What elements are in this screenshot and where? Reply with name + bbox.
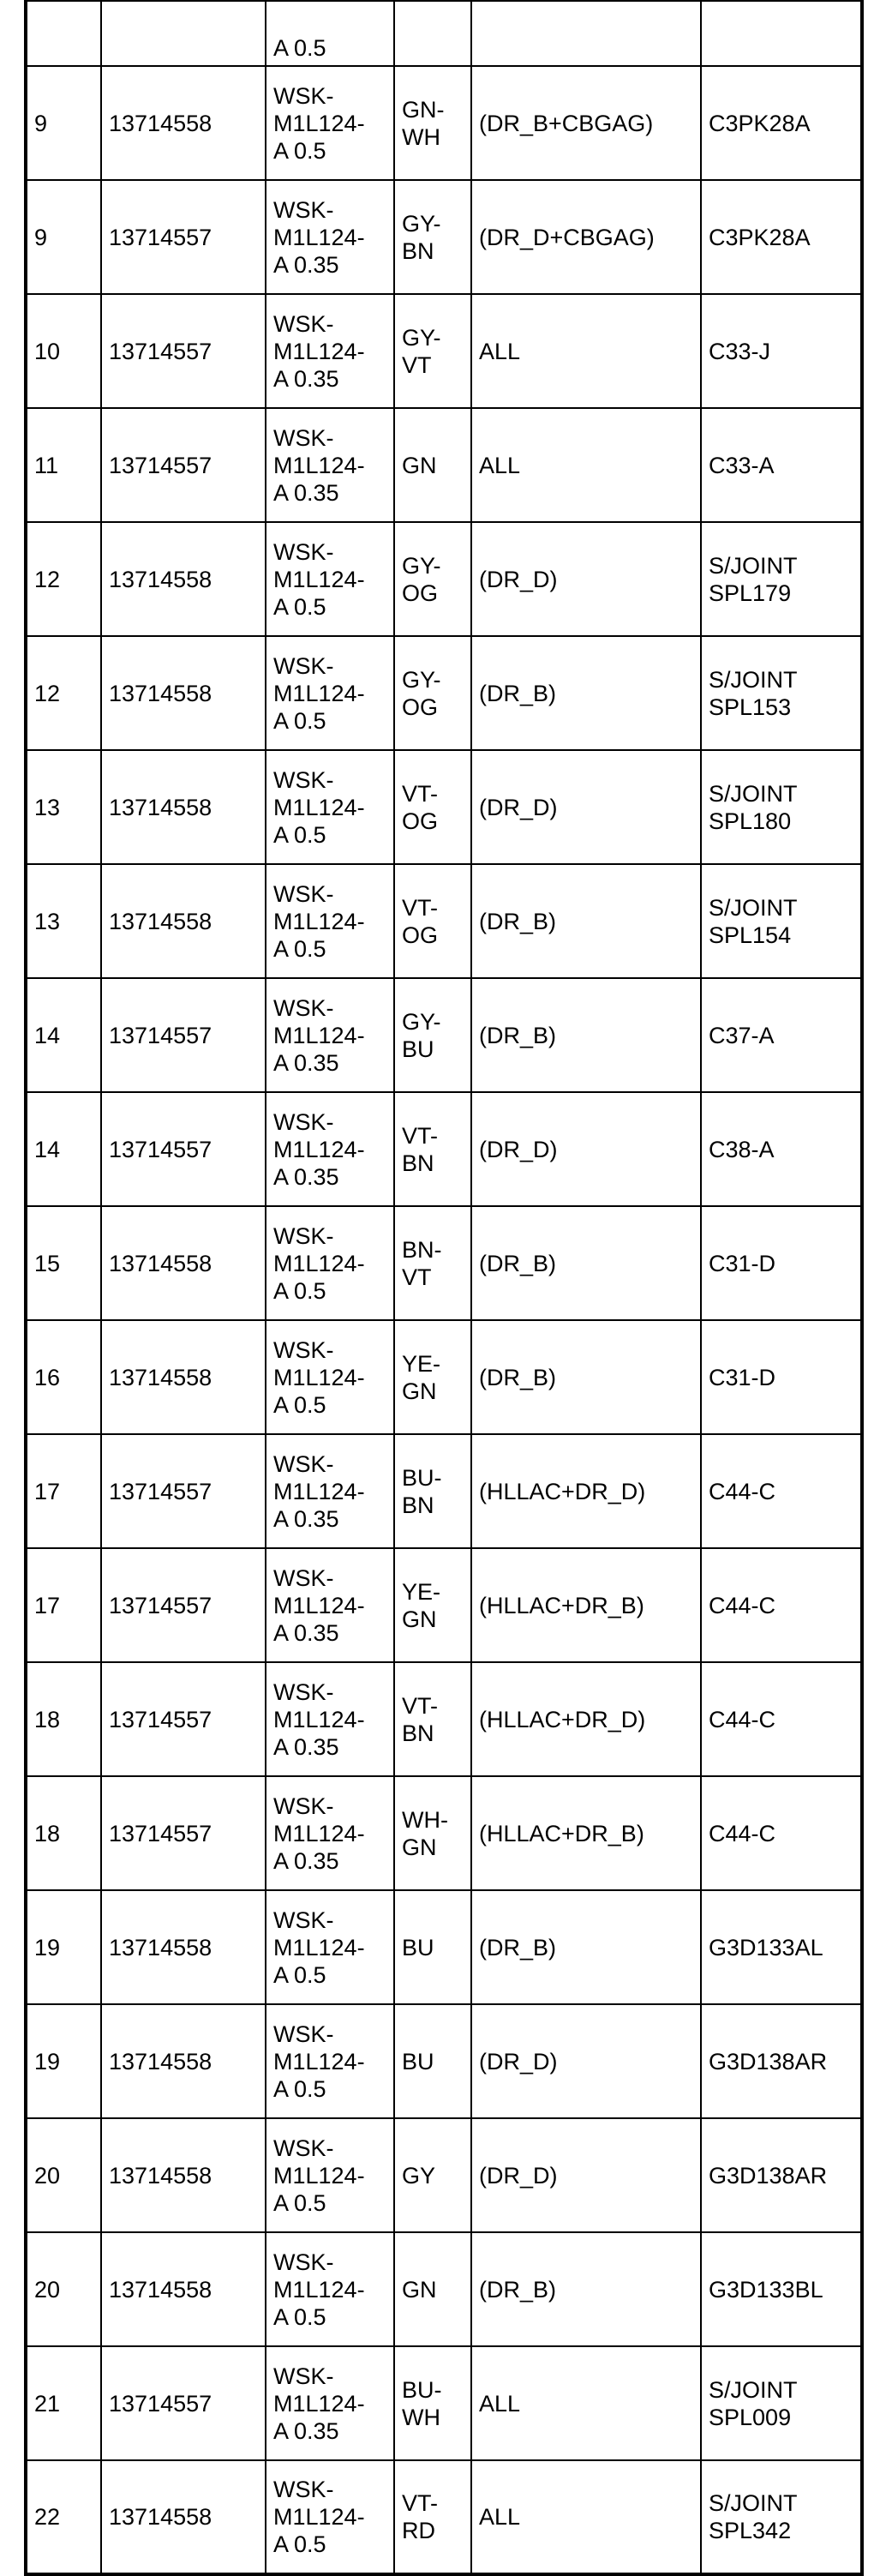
part-number-cell: 13714558 bbox=[101, 636, 266, 750]
part-number-cell: 13714558 bbox=[101, 2232, 266, 2346]
connection-cell: G3D133AL bbox=[701, 1890, 862, 2004]
connection-cell: C44-C bbox=[701, 1776, 862, 1890]
wire-size-cell: WSK- M1L124- A 0.5 bbox=[266, 636, 394, 750]
wire-size-cell: WSK- M1L124- A 0.35 bbox=[266, 1434, 394, 1548]
wire-size-cell: WSK- M1L124- A 0.5 bbox=[266, 66, 394, 180]
color-cell: BU bbox=[394, 1890, 471, 2004]
option-cell: (HLLAC+DR_B) bbox=[471, 1548, 701, 1662]
table-row bbox=[26, 1890, 862, 2004]
table-row bbox=[26, 2004, 862, 2118]
color-cell: BU bbox=[394, 2004, 471, 2118]
table-row bbox=[26, 1320, 862, 1434]
wire-size-cell: WSK- M1L124- A 0.5 bbox=[266, 750, 394, 864]
connection-cell: C37-A bbox=[701, 978, 862, 1092]
wire-size-cell: WSK- M1L124- A 0.5 bbox=[266, 1890, 394, 2004]
part-number-cell: 13714557 bbox=[101, 2346, 266, 2460]
cavity-cell: 10 bbox=[26, 294, 101, 408]
part-number-cell: 13714557 bbox=[101, 978, 266, 1092]
table-row bbox=[26, 636, 862, 750]
cavity-cell: 9 bbox=[26, 180, 101, 294]
wire-size-cell: WSK- M1L124- A 0.35 bbox=[266, 408, 394, 522]
option-cell: ALL bbox=[471, 2460, 701, 2574]
color-cell: YE- GN bbox=[394, 1320, 471, 1434]
connection-cell: C33-J bbox=[701, 294, 862, 408]
cavity-cell: 17 bbox=[26, 1548, 101, 1662]
cavity-cell: 19 bbox=[26, 2004, 101, 2118]
wire-size-cell: A 0.5 bbox=[266, 1, 394, 66]
option-cell: (DR_B) bbox=[471, 636, 701, 750]
option-cell: (DR_D+CBGAG) bbox=[471, 180, 701, 294]
connection-cell: S/JOINT SPL153 bbox=[701, 636, 862, 750]
wire-size-cell: WSK- M1L124- A 0.5 bbox=[266, 2118, 394, 2232]
color-cell: VT- BN bbox=[394, 1092, 471, 1206]
option-cell: ALL bbox=[471, 408, 701, 522]
table-row bbox=[26, 1776, 862, 1890]
table-row bbox=[26, 1434, 862, 1548]
table-row bbox=[26, 2346, 862, 2460]
connection-cell: C33-A bbox=[701, 408, 862, 522]
connection-cell: S/JOINT SPL342 bbox=[701, 2460, 862, 2574]
cavity-cell: 17 bbox=[26, 1434, 101, 1548]
cavity-cell bbox=[26, 1, 101, 66]
cavity-cell: 19 bbox=[26, 1890, 101, 2004]
option-cell: (DR_D) bbox=[471, 750, 701, 864]
option-cell: (HLLAC+DR_D) bbox=[471, 1662, 701, 1776]
part-number-cell: 13714557 bbox=[101, 1092, 266, 1206]
connection-cell: S/JOINT SPL154 bbox=[701, 864, 862, 978]
option-cell: (DR_D) bbox=[471, 2118, 701, 2232]
option-cell bbox=[471, 1, 701, 66]
color-cell: WH- GN bbox=[394, 1776, 471, 1890]
cavity-cell: 12 bbox=[26, 522, 101, 636]
connection-cell: S/JOINT SPL009 bbox=[701, 2346, 862, 2460]
color-cell: VT- BN bbox=[394, 1662, 471, 1776]
table-row bbox=[26, 180, 862, 294]
table-row bbox=[26, 864, 862, 978]
cavity-cell: 14 bbox=[26, 1092, 101, 1206]
table-row bbox=[26, 978, 862, 1092]
part-number-cell: 13714558 bbox=[101, 2460, 266, 2574]
option-cell: ALL bbox=[471, 2346, 701, 2460]
wire-size-cell: WSK- M1L124- A 0.5 bbox=[266, 2004, 394, 2118]
option-cell: (DR_D) bbox=[471, 522, 701, 636]
table-row bbox=[26, 294, 862, 408]
color-cell: VT- OG bbox=[394, 750, 471, 864]
connection-cell: C31-D bbox=[701, 1206, 862, 1320]
wire-size-cell: WSK- M1L124- A 0.5 bbox=[266, 1206, 394, 1320]
color-cell: GN bbox=[394, 408, 471, 522]
table-row bbox=[26, 522, 862, 636]
option-cell: ALL bbox=[471, 294, 701, 408]
cavity-cell: 9 bbox=[26, 66, 101, 180]
part-number-cell: 13714557 bbox=[101, 1662, 266, 1776]
color-cell: GY- VT bbox=[394, 294, 471, 408]
wire-size-cell: WSK- M1L124- A 0.35 bbox=[266, 180, 394, 294]
color-cell: BN- VT bbox=[394, 1206, 471, 1320]
wire-size-cell: WSK- M1L124- A 0.35 bbox=[266, 1776, 394, 1890]
option-cell: (DR_B) bbox=[471, 2232, 701, 2346]
color-cell: YE- GN bbox=[394, 1548, 471, 1662]
cavity-cell: 18 bbox=[26, 1662, 101, 1776]
option-cell: (HLLAC+DR_D) bbox=[471, 1434, 701, 1548]
part-number-cell: 13714558 bbox=[101, 1206, 266, 1320]
option-cell: (DR_B) bbox=[471, 1890, 701, 2004]
table-row bbox=[26, 1206, 862, 1320]
option-cell: (DR_B) bbox=[471, 864, 701, 978]
wire-size-cell: WSK- M1L124- A 0.35 bbox=[266, 294, 394, 408]
option-cell: (DR_B) bbox=[471, 1206, 701, 1320]
wire-table-body bbox=[26, 1, 862, 2574]
table-row bbox=[26, 750, 862, 864]
wire-size-cell: WSK- M1L124- A 0.35 bbox=[266, 1662, 394, 1776]
part-number-cell: 13714558 bbox=[101, 1890, 266, 2004]
cavity-cell: 20 bbox=[26, 2232, 101, 2346]
color-cell: GY bbox=[394, 2118, 471, 2232]
table-row bbox=[26, 408, 862, 522]
wire-size-cell: WSK- M1L124- A 0.5 bbox=[266, 864, 394, 978]
cavity-cell: 14 bbox=[26, 978, 101, 1092]
connection-cell: C44-C bbox=[701, 1434, 862, 1548]
cavity-cell: 22 bbox=[26, 2460, 101, 2574]
connection-cell: C44-C bbox=[701, 1662, 862, 1776]
connection-cell: C31-D bbox=[701, 1320, 862, 1434]
color-cell: GN- WH bbox=[394, 66, 471, 180]
connection-cell bbox=[701, 1, 862, 66]
color-cell: GY- OG bbox=[394, 636, 471, 750]
connection-cell: C44-C bbox=[701, 1548, 862, 1662]
table-row bbox=[26, 1662, 862, 1776]
option-cell: (DR_B+CBGAG) bbox=[471, 66, 701, 180]
part-number-cell: 13714557 bbox=[101, 1434, 266, 1548]
table-row bbox=[26, 1092, 862, 1206]
part-number-cell bbox=[101, 1, 266, 66]
wire-size-cell: WSK- M1L124- A 0.35 bbox=[266, 2346, 394, 2460]
wire-size-cell: WSK- M1L124- A 0.35 bbox=[266, 1548, 394, 1662]
color-cell: VT- RD bbox=[394, 2460, 471, 2574]
cavity-cell: 18 bbox=[26, 1776, 101, 1890]
part-number-cell: 13714558 bbox=[101, 2004, 266, 2118]
color-cell bbox=[394, 1, 471, 66]
connector-wire-table bbox=[24, 0, 864, 2576]
color-cell: GY- BN bbox=[394, 180, 471, 294]
color-cell: BU- WH bbox=[394, 2346, 471, 2460]
table-row bbox=[26, 2232, 862, 2346]
cavity-cell: 12 bbox=[26, 636, 101, 750]
cavity-cell: 15 bbox=[26, 1206, 101, 1320]
wire-size-cell: WSK- M1L124- A 0.35 bbox=[266, 1092, 394, 1206]
connection-cell: G3D138AR bbox=[701, 2004, 862, 2118]
option-cell: (DR_B) bbox=[471, 1320, 701, 1434]
cavity-cell: 13 bbox=[26, 750, 101, 864]
color-cell: BU- BN bbox=[394, 1434, 471, 1548]
color-cell: GN bbox=[394, 2232, 471, 2346]
connection-cell: C3PK28A bbox=[701, 180, 862, 294]
connection-cell: C38-A bbox=[701, 1092, 862, 1206]
part-number-cell: 13714557 bbox=[101, 408, 266, 522]
color-cell: VT- OG bbox=[394, 864, 471, 978]
cavity-cell: 11 bbox=[26, 408, 101, 522]
connection-cell: S/JOINT SPL179 bbox=[701, 522, 862, 636]
part-number-cell: 13714558 bbox=[101, 66, 266, 180]
option-cell: (DR_B) bbox=[471, 978, 701, 1092]
part-number-cell: 13714557 bbox=[101, 1548, 266, 1662]
part-number-cell: 13714558 bbox=[101, 1320, 266, 1434]
part-number-cell: 13714557 bbox=[101, 180, 266, 294]
part-number-cell: 13714557 bbox=[101, 294, 266, 408]
option-cell: (HLLAC+DR_B) bbox=[471, 1776, 701, 1890]
part-number-cell: 13714558 bbox=[101, 750, 266, 864]
color-cell: GY- BU bbox=[394, 978, 471, 1092]
option-cell: (DR_D) bbox=[471, 2004, 701, 2118]
cavity-cell: 20 bbox=[26, 2118, 101, 2232]
wire-size-cell: WSK- M1L124- A 0.5 bbox=[266, 2232, 394, 2346]
continued-row bbox=[26, 1, 862, 66]
connection-cell: G3D133BL bbox=[701, 2232, 862, 2346]
table-row bbox=[26, 2118, 862, 2232]
connection-cell: C3PK28A bbox=[701, 66, 862, 180]
connection-cell: S/JOINT SPL180 bbox=[701, 750, 862, 864]
table-row bbox=[26, 2460, 862, 2574]
cavity-cell: 16 bbox=[26, 1320, 101, 1434]
part-number-cell: 13714558 bbox=[101, 864, 266, 978]
cavity-cell: 21 bbox=[26, 2346, 101, 2460]
table-row bbox=[26, 1548, 862, 1662]
part-number-cell: 13714558 bbox=[101, 2118, 266, 2232]
table-row bbox=[26, 66, 862, 180]
wire-size-cell: WSK- M1L124- A 0.35 bbox=[266, 978, 394, 1092]
option-cell: (DR_D) bbox=[471, 1092, 701, 1206]
connection-cell: G3D138AR bbox=[701, 2118, 862, 2232]
part-number-cell: 13714558 bbox=[101, 522, 266, 636]
wire-size-cell: WSK- M1L124- A 0.5 bbox=[266, 2460, 394, 2574]
part-number-cell: 13714557 bbox=[101, 1776, 266, 1890]
wire-size-cell: WSK- M1L124- A 0.5 bbox=[266, 1320, 394, 1434]
wire-size-cell: WSK- M1L124- A 0.5 bbox=[266, 522, 394, 636]
cavity-cell: 13 bbox=[26, 864, 101, 978]
color-cell: GY- OG bbox=[394, 522, 471, 636]
